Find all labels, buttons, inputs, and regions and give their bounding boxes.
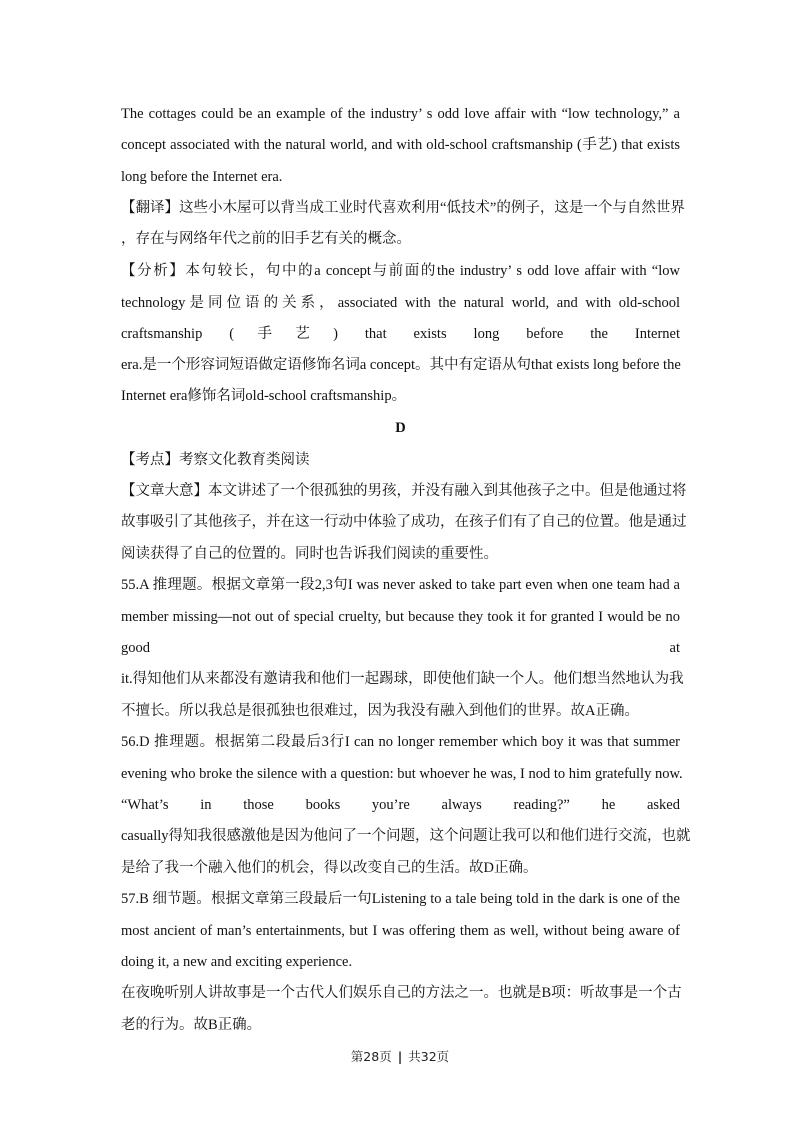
footer-separator: | bbox=[397, 1049, 403, 1064]
text-line: The cottages could be an example of the industry’ s odd love affair with “low technology,” a bbox=[121, 106, 680, 122]
page-total: 共32页 bbox=[408, 1049, 450, 1064]
text-line: 【考点】考察文化教育类阅读 bbox=[121, 452, 310, 468]
text-line: craftsmanship (手艺) that exists long before the Internet bbox=[121, 326, 680, 342]
text-line: 老的行为。故B正确。 bbox=[121, 1017, 262, 1033]
text-line: 57.B 细节题。根据文章第三段最后一句Listening to a tale being told in the dark is one of the bbox=[121, 891, 680, 907]
text-line: Internet era修饰名词old-school craftsmanship。 bbox=[121, 388, 407, 404]
text-line: 在夜晚听别人讲故事是一个古代人们娱乐自己的方法之一。也就是B项：听故事是一个古 bbox=[121, 985, 682, 1001]
text-line: era.是一个形容词短语做定语修饰名词a concept。其中有定语从句that exists long before the bbox=[121, 357, 681, 373]
section-heading: D bbox=[395, 420, 406, 436]
text-line: 不擅长。所以我总是很孤独也很难过，因为我没有融入到他们的世界。故A正确。 bbox=[121, 703, 639, 719]
text-line: 【文章大意】本文讲述了一个很孤独的男孩，并没有融入到其他孩子之中。但是他通过将 bbox=[121, 483, 687, 499]
text-line: 【翻译】这些小木屋可以背当成工业时代喜欢利用“低技术”的例子，这是一个与自然世界 bbox=[121, 200, 685, 216]
text-line: 55.A 推理题。根据文章第一段2,3句I was never asked to take part even when one team had a bbox=[121, 577, 680, 593]
page-number: 第28页 bbox=[350, 1049, 392, 1064]
text-line: casually得知我很感激他是因为他问了一个问题，这个问题让我可以和他们进行交流，也就 bbox=[121, 828, 691, 844]
text-line: evening who broke the silence with a question: but whoever he was, I nod to him gratefully now. bbox=[121, 766, 683, 782]
text-line: most ancient of man’s entertainments, but I was offering them as well, without being aware of bbox=[121, 923, 680, 939]
text-line: member missing—not out of special cruelty, but because they took it for granted I would be no bbox=[121, 609, 680, 625]
text-line: doing it, a new and exciting experience. bbox=[121, 954, 353, 970]
text-line: concept associated with the natural world, and with old-school craftsmanship (手艺) that exists bbox=[121, 137, 680, 153]
text-line: it.得知他们从来都没有邀请我和他们一起踢球，即使他们缺一个人。他们想当然地认为我 bbox=[121, 671, 684, 687]
page-footer bbox=[0, 1047, 800, 1065]
text-line: 是给了我一个融入他们的机会，得以改变自己的生活。故D正确。 bbox=[121, 860, 538, 876]
text-line: 56.D 推理题。根据第二段最后3行I can no longer remember which boy it was that summer bbox=[121, 734, 680, 750]
text-line: 阅读获得了自己的位置的。同时也告诉我们阅读的重要性。 bbox=[121, 546, 498, 562]
text-line: “What’s in those books you’re always reading?” he asked bbox=[121, 797, 680, 813]
text-line: long before the Internet era. bbox=[121, 169, 283, 185]
text-line: 故事吸引了其他孩子，并在这一行动中体验了成功，在孩子们有了自己的位置。他是通过 bbox=[121, 514, 687, 530]
text-line: 【分析】本句较长，句中的a concept与前面的the industry’ s odd love affair with “low bbox=[121, 263, 680, 279]
text-line: ，存在与网络年代之前的旧手艺有关的概念。 bbox=[121, 231, 411, 247]
text-line: technology是同位语的关系，associated with the natural world, and with old-school bbox=[121, 295, 680, 311]
text-line: good at bbox=[121, 640, 680, 656]
